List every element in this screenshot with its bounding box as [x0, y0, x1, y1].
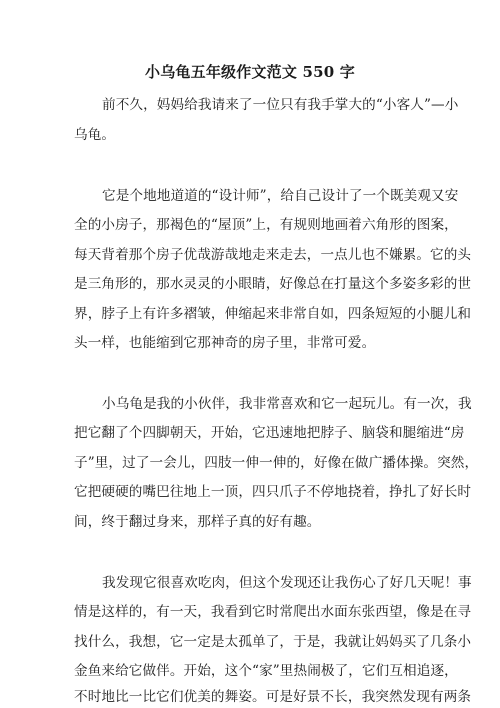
paragraph-line: 是三角形的，那水灵灵的小眼睛，好像总在打量这个多姿多彩的世: [74, 276, 472, 292]
paragraph-line: 我发现它很喜欢吃肉，但这个发现还让我伤心了好几天呢！事: [102, 575, 472, 591]
paragraph-line: 每天背着那个房子优哉游哉地走来走去，一点儿也不嫌累。它的头: [74, 247, 472, 263]
paragraph-line: 子”里，过了一会儿，四肢一伸一伸的，好像在做广播体操。突然，: [74, 455, 479, 471]
paragraph-line: 把它翻了个四脚朝天，开始，它迅速地把脖子、脑袋和腿缩进“房: [74, 425, 465, 441]
paragraph-line: 它是个地地道道的“设计师”，给自己设计了一个既美观又安: [102, 188, 459, 204]
paragraph-line: 间，终于翻过身来，那样子真的好有趣。: [74, 514, 321, 530]
paragraph-line: 找什么，我想，它一定是太孤单了，于是，我就让妈妈买了几条小: [74, 634, 472, 650]
paragraph-line: 金鱼来给它做伴。开始，这个“家”里热闹极了，它们互相追逐，: [74, 663, 458, 679]
paragraph-line: 不时地比一比它们优美的舞姿。可是好景不长，我突然发现有两条: [74, 689, 472, 705]
paragraph-line: 前不久，妈妈给我请来了一位只有我手掌大的“小客人”—小: [102, 97, 459, 113]
paragraph-line: 界，脖子上有许多褶皱，伸缩起来非常自如，四条短短的小腿儿和: [74, 306, 472, 322]
document-title: 小乌龟五年级作文范文 550 字: [145, 63, 355, 81]
paragraph-line: 它把硬硬的嘴巴往地上一顶，四只爪子不停地挠着，挣扎了好长时: [74, 484, 472, 500]
paragraph-line: 情是这样的，有一天，我看到它时常爬出水面东张西望，像是在寻: [74, 604, 472, 620]
paragraph-line: 全的小房子，那褐色的“屋顶”上，有规则地画着六角形的图案，: [74, 217, 458, 233]
paragraph-line: 头一样，也能缩到它那神奇的房子里，非常可爱。: [74, 335, 376, 351]
paragraph-line: 乌龟。: [74, 127, 116, 143]
paragraph-line: 小乌龟是我的小伙伴，我非常喜欢和它一起玩儿。有一次，我: [102, 396, 472, 412]
